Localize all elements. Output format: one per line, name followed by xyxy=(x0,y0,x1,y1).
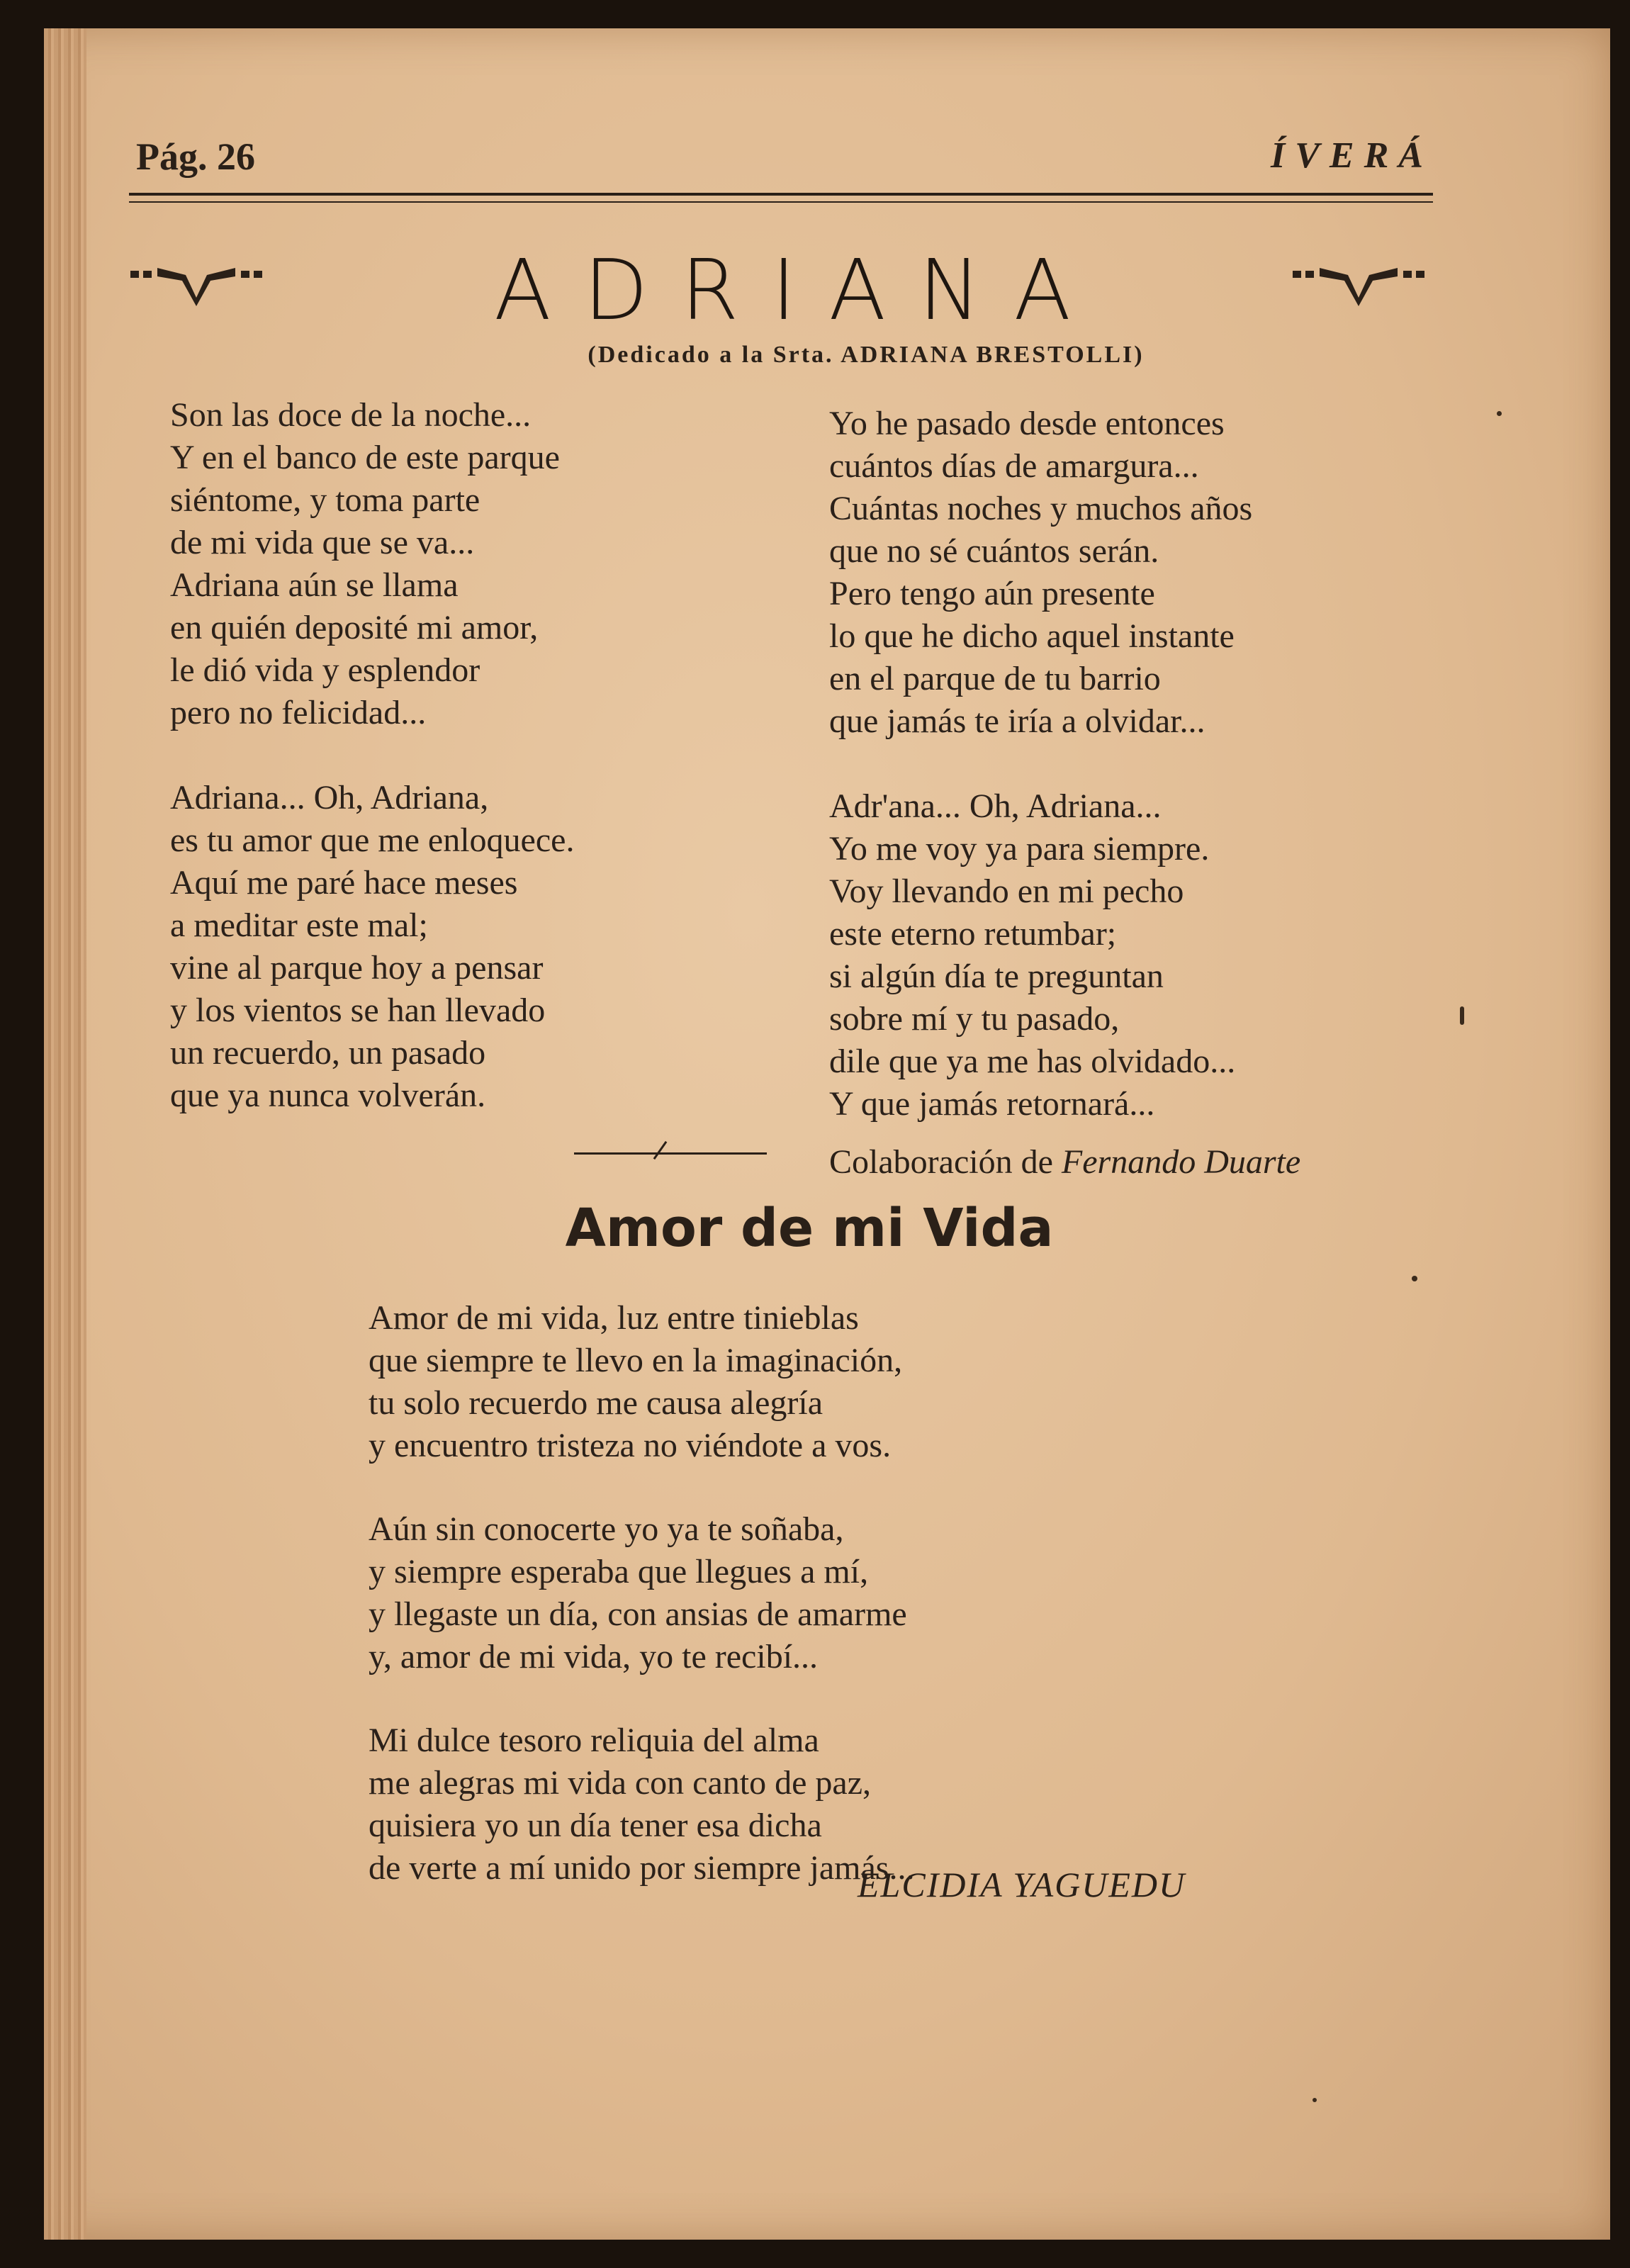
paper-speck xyxy=(1412,1276,1417,1281)
verse-line: Cuántas noches y muchos años xyxy=(829,490,1253,527)
poem-signature: ELCIDIA YAGUEDU xyxy=(858,1865,1186,1904)
verse-line: Aquí me paré hace meses xyxy=(170,864,518,902)
verse-line: Y que jamás retornará... xyxy=(829,1085,1155,1123)
verse-line: Pero tengo aún presente xyxy=(829,575,1155,612)
header-rule-thin xyxy=(129,201,1433,203)
magazine-title: ÍVERÁ xyxy=(1271,135,1433,176)
verse-line: dile que ya me has olvidado... xyxy=(829,1043,1236,1080)
verse-line: Yo he pasado desde entonces xyxy=(829,405,1225,442)
verse-line: en el parque de tu barrio xyxy=(829,660,1161,697)
verse-line: le dió vida y esplendor xyxy=(170,651,480,689)
verse-line: y siempre esperaba que llegues a mí, xyxy=(369,1553,869,1590)
verse-line: que no sé cuántos serán. xyxy=(829,532,1159,570)
verse-line: Aún sin conocerte yo ya te soñaba, xyxy=(369,1510,844,1548)
stanza xyxy=(170,394,751,734)
verse-line: Son las doce de la noche... xyxy=(170,396,532,434)
poem-center-column xyxy=(369,1297,1290,1931)
paper-speck xyxy=(1313,2098,1317,2102)
verse-line: a meditar este mal; xyxy=(170,906,428,944)
verse-line: Adr'ana... Oh, Adriana... xyxy=(829,787,1162,825)
verse-line: y los vientos se han llevado xyxy=(170,992,546,1029)
verse-line: que siempre te llevo en la imaginación, xyxy=(369,1342,903,1379)
verse-line: Y en el banco de este parque xyxy=(170,439,560,476)
verse-line: que ya nunca volverán. xyxy=(170,1077,486,1114)
stanza xyxy=(369,1297,1290,1467)
poem-title-amor-de-mi-vida: Amor de mi Vida xyxy=(565,1198,1054,1259)
poem-right-column xyxy=(829,403,1453,1168)
verse-line: y, amor de mi vida, yo te recibí... xyxy=(369,1638,819,1675)
paper-speck xyxy=(1497,411,1502,416)
verse-line: de mi vida que se va... xyxy=(170,524,475,561)
verse-line: vine al parque hoy a pensar xyxy=(170,949,544,987)
verse-line: y llegaste un día, con ansias de amarme xyxy=(369,1595,907,1633)
verse-line: me alegras mi vida con canto de paz, xyxy=(369,1764,872,1802)
verse-line: Voy llevando en mi pecho xyxy=(829,872,1184,910)
verse-line: cuántos días de amargura... xyxy=(829,447,1199,485)
verse-line: en quién deposité mi amor, xyxy=(170,609,539,646)
verse-line: pero no felicidad... xyxy=(170,694,427,731)
verse-line: un recuerdo, un pasado xyxy=(170,1034,486,1072)
section-divider xyxy=(574,1152,767,1155)
verse-line: Amor de mi vida, luz entre tinieblas xyxy=(369,1299,859,1337)
page-number: Pág. 26 xyxy=(136,135,255,178)
verse-line: siéntome, y toma parte xyxy=(170,481,480,519)
verse-line: lo que he dicho aquel instante xyxy=(829,617,1235,655)
verse-line: sobre mí y tu pasado, xyxy=(829,1000,1120,1038)
poem-dedication: (Dedicado a la Srta. ADRIANA BRESTOLLI) xyxy=(588,342,1145,368)
stanza xyxy=(829,785,1453,1125)
header-rule xyxy=(129,193,1433,196)
stanza xyxy=(369,1508,1290,1678)
credit-author: Fernando Duarte xyxy=(1061,1143,1301,1181)
verse-line: si algún día te preguntan xyxy=(829,958,1164,995)
verse-line: este eterno retumbar; xyxy=(829,915,1117,953)
verse-line: quisiera yo un día tener esa dicha xyxy=(369,1807,822,1844)
verse-line: es tu amor que me enloquece. xyxy=(170,821,575,859)
credit-prefix: Colaboración de xyxy=(829,1143,1053,1181)
stanza xyxy=(829,403,1453,743)
stanza xyxy=(170,777,751,1117)
poem-left-column xyxy=(170,394,751,1160)
verse-line: Yo me voy ya para siempre. xyxy=(829,830,1210,868)
verse-line: de verte a mí unido por siempre jamás... xyxy=(369,1849,915,1887)
ornament-right-icon xyxy=(1291,255,1426,312)
verse-line: que jamás te iría a olvidar... xyxy=(829,702,1205,740)
poem-title-adriana: ADRIANA xyxy=(493,241,1104,339)
verse-line: y encuentro tristeza no viéndote a vos. xyxy=(369,1427,892,1464)
poem-credit xyxy=(829,1143,1300,1181)
verse-line: Adriana... Oh, Adriana, xyxy=(170,779,489,816)
verse-line: Adriana aún se llama xyxy=(170,566,459,604)
verse-line: Mi dulce tesoro reliquia del alma xyxy=(369,1722,819,1759)
page-binding-edge xyxy=(44,28,86,2240)
magazine-page xyxy=(44,28,1610,2240)
ornament-left-icon xyxy=(129,255,264,312)
paper-speck xyxy=(1460,1006,1464,1025)
verse-line: tu solo recuerdo me causa alegría xyxy=(369,1384,824,1422)
